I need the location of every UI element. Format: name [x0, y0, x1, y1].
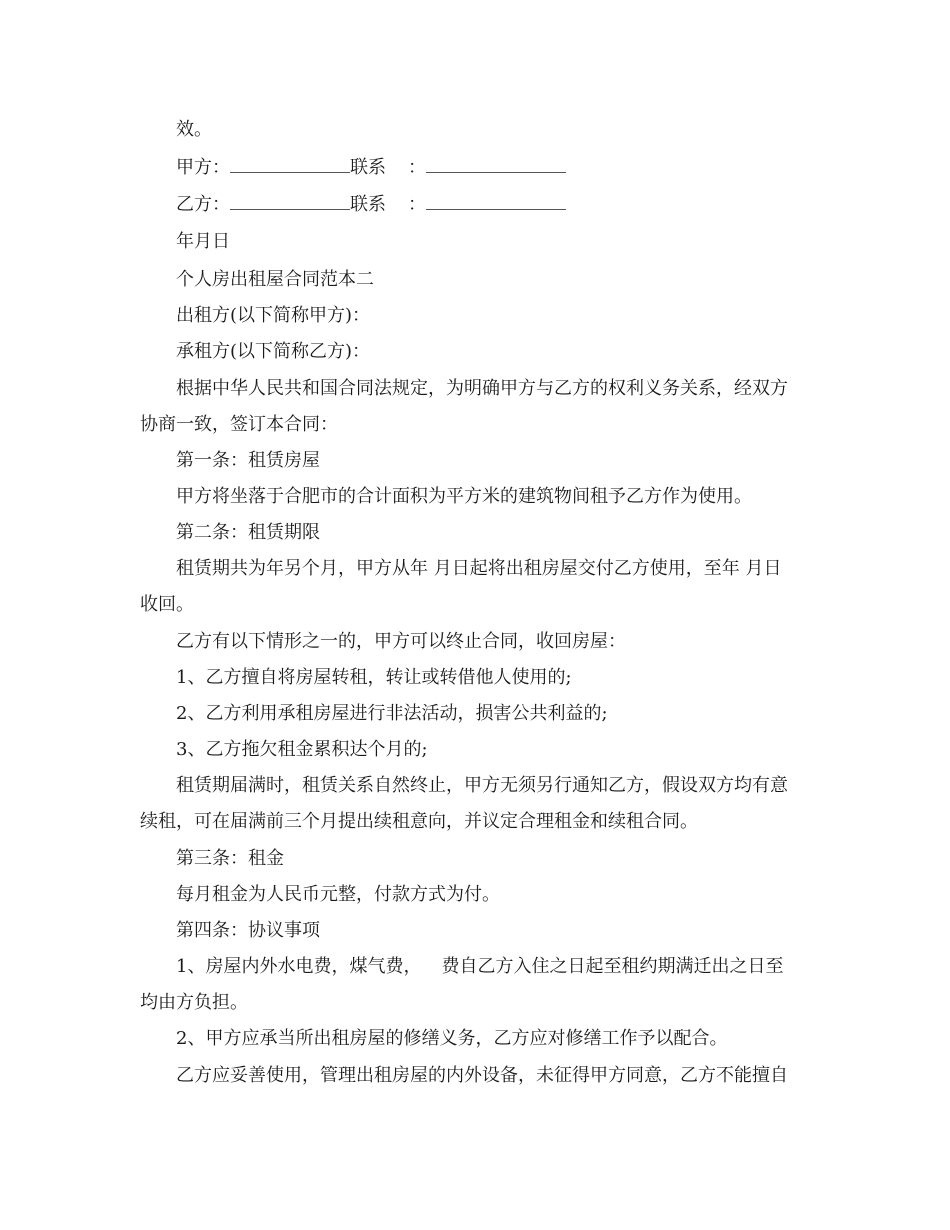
- contact-blank: [426, 193, 566, 210]
- article-heading: 第四条：协议事项: [176, 920, 320, 941]
- contact-label: 联系: [350, 194, 386, 215]
- contact-colon: ：: [408, 194, 426, 215]
- list-item: [176, 955, 783, 979]
- paragraph-line: 每月租金为人民币元整，付款方式为付。: [176, 884, 500, 905]
- party-b-signature-line: [176, 193, 566, 217]
- paragraph-line: 根据中华人民共和国合同法规定，为明确甲方与乙方的权利义务关系，经双方: [176, 378, 788, 399]
- item1-text: 1、房屋内外水电费，煤气费，: [176, 956, 422, 977]
- article-heading: 第二条：租赁期限: [176, 522, 320, 543]
- date-line: 年月日: [176, 231, 230, 252]
- contact-colon: ：: [408, 157, 426, 178]
- list-item: 1、乙方擅自将房屋转租，转让或转借他人使用的;: [176, 667, 572, 688]
- lessor-line: 出租方(以下简称甲方)：: [176, 305, 371, 326]
- list-item: 3、乙方拖欠租金累积达个月的;: [176, 739, 428, 760]
- item1-text: 费自乙方入住之日起至租约期满迁出之日至: [441, 956, 784, 977]
- paragraph-line: 续租，可在届满前三个月提出续租意向，并议定合理租金和续租合同。: [140, 811, 698, 832]
- list-item: 2、甲方应承当所出租房屋的修缮义务，乙方应对修缮工作予以配合。: [176, 1028, 728, 1049]
- party-a-signature-line: [176, 156, 566, 180]
- paragraph-line: 收回。: [140, 594, 194, 615]
- paragraph-line: 甲方将坐落于合肥市的合计面积为平方米的建筑物间租予乙方作为使用。: [176, 486, 752, 507]
- party-b-label: 乙方：: [176, 194, 230, 215]
- article-heading: 第三条：租金: [176, 848, 284, 869]
- paragraph-line: 均由方负担。: [140, 992, 248, 1013]
- lessee-line: 承租方(以下简称乙方)：: [176, 341, 371, 362]
- contact-label: 联系: [350, 157, 386, 178]
- section-title: 个人房出租屋合同范本二: [176, 269, 374, 290]
- paragraph-line: 乙方应妥善使用，管理出租房屋的内外设备，未征得甲方同意，乙方不能擅自: [176, 1065, 788, 1086]
- list-item: 2、乙方利用承租房屋进行非法活动，损害公共利益的;: [176, 703, 608, 724]
- paragraph-line: 租赁期届满时，租赁关系自然终止，甲方无须另行通知乙方，假设双方均有意: [176, 775, 788, 796]
- paragraph-line: 租赁期共为年另个月，甲方从年 月日起将出租房屋交付乙方使用，至年 月日: [176, 558, 782, 579]
- party-a-label: 甲方：: [176, 157, 230, 178]
- party-b-blank: [230, 193, 350, 210]
- party-a-blank: [230, 156, 350, 173]
- text-line: 效。: [176, 119, 212, 140]
- paragraph-line: 乙方有以下情形之一的，甲方可以终止合同，收回房屋：: [176, 631, 626, 652]
- paragraph-line: 协商一致，签订本合同：: [140, 414, 338, 435]
- article-heading: 第一条：租赁房屋: [176, 450, 320, 471]
- contact-blank: [426, 156, 566, 173]
